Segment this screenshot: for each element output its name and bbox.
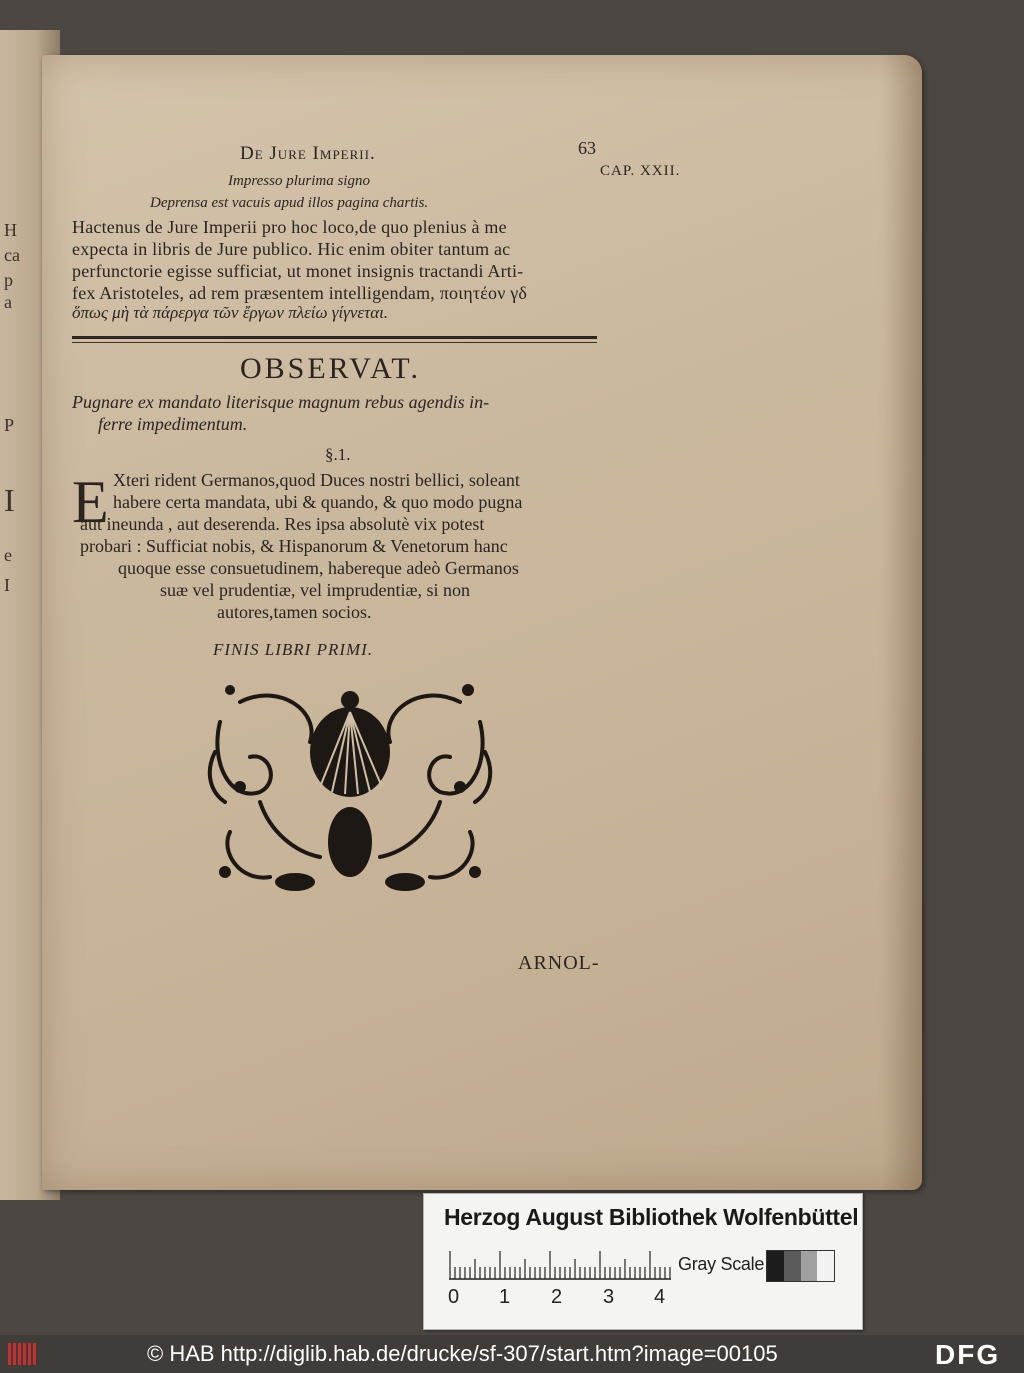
body-line: perfunctorie egisse sufficiat, ut monet insignis tractandi Arti- [72,261,524,281]
double-rule-top [72,336,597,339]
paragraph-line: autores,tamen socios. [217,602,372,622]
verse-line: Impresso plurima signo [228,173,370,189]
left-page-fragment: ca [4,245,20,265]
observation-subtitle: Pugnare ex mandato literisque magnum rebus agendis in- [72,392,490,412]
paragraph-line: Xteri rident Germanos,quod Duces nostri bellici, soleant [113,470,520,490]
drop-cap: E [72,469,109,535]
left-page-fragment: e [4,545,12,565]
ruler-label: 3 [603,1286,615,1308]
dfg-logo: DFG [935,1339,1001,1370]
left-page-fragment: p [4,270,13,290]
body-line: Hactenus de Jure Imperii pro hoc loco,de quo plenius à me [72,217,507,237]
footer-bar [0,1335,1024,1373]
body-line: fex Aristoteles, ad rem præsentem intelligendam, ποιητέον γδ [72,283,528,303]
gray-scale-swatches [766,1250,835,1282]
ruler-label: 2 [551,1286,563,1308]
ruler-label: 1 [499,1286,511,1308]
left-page-fragment: a [4,292,12,312]
paragraph-line: suæ vel prudentiæ, vel imprudentiæ, si non [160,580,470,600]
verse-line: Deprensa est vacuis apud illos pagina chartis. [150,195,429,211]
left-page-fragment: I [4,575,10,595]
library-icon [8,1343,36,1367]
section-mark: §.1. [325,445,351,464]
gray-swatch [801,1251,818,1281]
ruler-scale-icon [449,1250,671,1280]
gray-swatch [817,1251,834,1281]
finis-line: FINIS LIBRI PRIMI. [213,640,374,659]
observation-heading: OBSERVAT. [240,352,422,385]
paragraph-line: aut ineunda , aut deserenda. Res ipsa absolutè vix potest [80,514,485,534]
paragraph-line: habere certa mandata, ubi & quando, & quo modo pugna [113,492,523,512]
color-target-card [423,1193,863,1330]
chapter-label: CAP. XXII. [600,163,681,179]
left-page-fragment: P [4,415,15,435]
page-edge-shadow [882,55,922,1190]
body-line: expecta in libris de Jure publico. Hic enim obiter tantum ac [72,239,511,259]
copyright-link[interactable]: © HAB http://diglib.hab.de/drucke/sf-307/start.htm?image=00105 [147,1341,778,1366]
gray-scale-label: Gray Scale [678,1254,765,1274]
observation-subtitle: ferre impedimentum. [98,414,248,434]
running-head: De Jure Imperii. [240,143,376,164]
ruler-label: 0 [448,1286,460,1308]
gray-swatch [784,1251,801,1281]
left-page-fragment: I [4,482,15,518]
target-title: Herzog August Bibliothek Wolfenbüttel [444,1204,859,1230]
paragraph-line: probari : Sufficiat nobis, & Hispanorum & Venetorum hanc [80,536,508,556]
woodcut-ornament-icon [200,682,500,902]
gray-swatch [767,1251,784,1281]
greek-line: ὅπως μὴ τὰ πάρεργα τῶν ἔργων πλείω γίγνεται. [72,303,389,322]
catchword: ARNOL- [518,952,600,974]
page-number: 63 [578,138,596,158]
double-rule-bottom [72,342,597,343]
ruler-label: 4 [654,1286,666,1308]
left-page-fragment: H [4,220,17,240]
paragraph-line: quoque esse consuetudinem, habereque adeò Germanos [118,558,519,578]
